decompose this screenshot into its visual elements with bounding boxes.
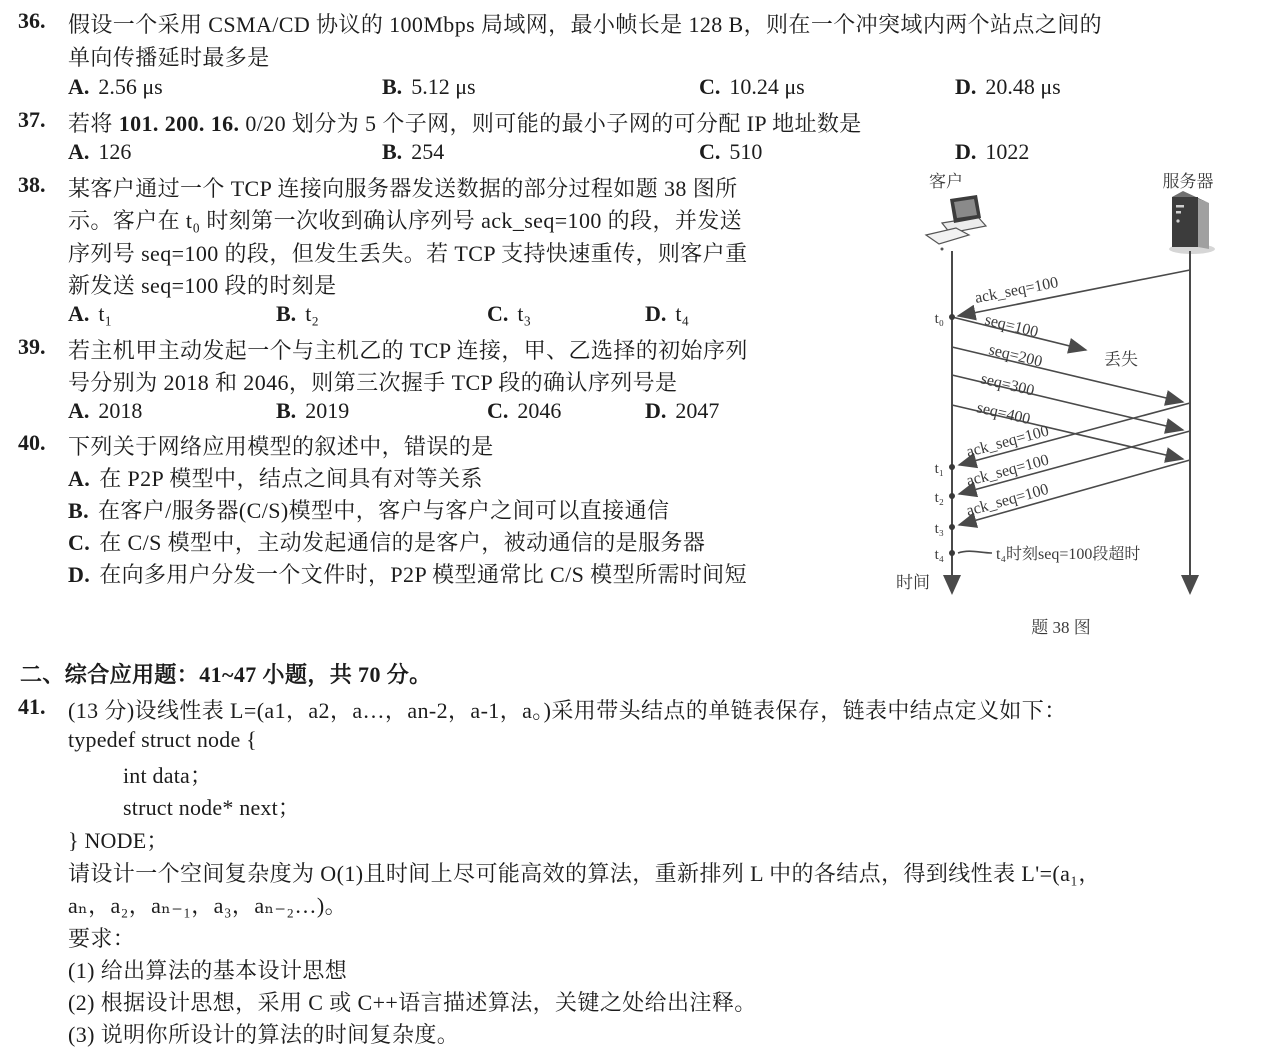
option-letter: A.	[68, 74, 90, 99]
q41-code-line1: typedef struct node {	[68, 727, 257, 752]
q41-code-line4: } NODE；	[68, 828, 169, 853]
t1-label: t₁	[934, 461, 944, 477]
q41-requirement-2: (2) 根据设计思想，采用 C 或 C++语言描述算法，关键之处给出注释。	[68, 990, 757, 1015]
q38-line1: 某客户通过一个 TCP 连接向服务器发送数据的部分过程如题 38 图所	[68, 176, 738, 201]
q37-text-post: 0/20 划分为 5 个子网，则可能的最小子网的可分配 IP 地址数是	[245, 111, 862, 136]
option-text: 5.12 μs	[411, 74, 476, 99]
option-text: 在客户/服务器(C/S)模型中，客户与客户之间可以直接通信	[97, 498, 670, 523]
option-text: t₁	[98, 301, 113, 326]
q37-option-c	[699, 139, 762, 165]
option-text: 2.56 μs	[98, 74, 163, 99]
timeout-label: t₄时刻seq=100段超时	[996, 546, 1141, 563]
timeout-callout-line	[958, 551, 992, 553]
q39-line1: 若主机甲主动发起一个与主机乙的 TCP 连接，甲、乙选择的初始序列	[68, 338, 748, 363]
option-text: 254	[411, 139, 445, 164]
q38-option-d	[645, 301, 689, 327]
q41-code-line3: struct node* next；	[123, 795, 301, 820]
q41-code-line2: int data；	[123, 763, 213, 788]
q36-option-b	[382, 74, 476, 100]
option-text: 在 P2P 模型中，结点之间具有对等关系	[99, 466, 483, 491]
t2-dot	[949, 493, 955, 499]
q40-number: 40.	[18, 430, 46, 455]
option-text: 126	[98, 139, 132, 164]
q39-number: 39.	[18, 334, 46, 359]
label-seq-100: seq=100	[983, 311, 1040, 342]
option-text: 20.48 μs	[985, 74, 1061, 99]
option-letter: D.	[955, 139, 977, 164]
tcp-sequence-diagram	[880, 165, 1274, 645]
label-ack-seq-100-dup3: ack_seq=100	[964, 480, 1051, 520]
q37-options	[68, 139, 1258, 167]
client-label: 客户	[929, 172, 963, 191]
section-header: 二、综合应用题：41~47 小题，共 70 分。	[20, 662, 432, 687]
option-text: 在向多用户分发一个文件时，P2P 模型通常比 C/S 模型所需时间短	[99, 562, 747, 587]
option-text: t₃	[517, 301, 532, 326]
option-text: t₄	[675, 301, 690, 326]
option-letter: B.	[68, 498, 89, 523]
option-text: 2018	[98, 398, 143, 423]
q39-option-d	[645, 398, 719, 424]
q36-option-d	[955, 74, 1061, 100]
option-text: 1022	[985, 139, 1030, 164]
q39-option-c	[487, 398, 561, 424]
option-letter: A.	[68, 398, 90, 423]
q40-option-a	[68, 462, 483, 493]
t0-label: t₀	[934, 311, 944, 327]
t4-dot	[949, 550, 955, 556]
option-letter: A.	[68, 466, 91, 491]
option-letter: D.	[645, 301, 667, 326]
q36-number: 36.	[18, 8, 46, 33]
option-letter: C.	[487, 301, 509, 326]
q37-option-a	[68, 139, 131, 165]
option-letter: C.	[68, 530, 91, 555]
q38-line3: 序列号 seq=100 的段，但发生丢失。若 TCP 支持快速重传，则客户重	[68, 241, 748, 266]
lost-label: 丢失	[1104, 350, 1138, 369]
q37-ip-bold: 101. 200. 16.	[118, 111, 246, 136]
t3-label: t₃	[934, 521, 944, 537]
option-letter: D.	[955, 74, 977, 99]
option-letter: C.	[699, 74, 721, 99]
q39-option-a	[68, 398, 142, 424]
server-tower-icon	[1169, 191, 1215, 254]
label-seq-200: seq=200	[987, 341, 1044, 371]
option-text: 2019	[305, 398, 350, 423]
q37-line1	[68, 107, 862, 138]
option-letter: B.	[382, 139, 403, 164]
t4-label: t₄	[934, 547, 944, 563]
q41-requirement-3: (3) 说明你所设计的算法的时间复杂度。	[68, 1022, 460, 1047]
q40-option-c	[68, 526, 705, 557]
label-seq-400: seq=400	[975, 399, 1032, 429]
q41-para2: aₙ，a₂，aₙ₋₁，a₃，aₙ₋₂…)。	[68, 893, 348, 918]
q41-requirement-1: (1) 给出算法的基本设计思想	[68, 958, 348, 983]
q41-number: 41.	[18, 694, 46, 719]
server-label: 服务器	[1162, 172, 1214, 191]
q40-line1: 下列关于网络应用模型的叙述中，错误的是	[68, 434, 494, 459]
option-letter: D.	[645, 398, 667, 423]
label-ack-seq-100-first: ack_seq=100	[973, 274, 1060, 307]
q39-line2: 号分别为 2018 和 2046，则第三次握手 TCP 段的确认序列号是	[68, 370, 678, 395]
q41-intro: (13 分)设线性表 L=(a1，a2，a…，an-2，a-1，a。)采用带头结点的单链表保存，链表中结点定义如下：	[68, 698, 1067, 723]
q41-para1: 请设计一个空间复杂度为 O(1)且时间上尽可能高效的算法，重新排列 L 中的各结点，得到线性表 L'=(a₁，	[68, 861, 1101, 886]
option-letter: C.	[487, 398, 509, 423]
q38-number: 38.	[18, 172, 46, 197]
q40-option-b	[68, 494, 669, 525]
t3-dot	[949, 524, 955, 530]
q36-option-c	[699, 74, 805, 100]
q37-option-b	[382, 139, 444, 165]
option-letter: B.	[382, 74, 403, 99]
time-axis-label: 时间	[896, 573, 930, 592]
option-text: 在 C/S 模型中，主动发起通信的是客户，被动通信的是服务器	[99, 530, 706, 555]
option-text: 510	[729, 139, 763, 164]
q36-line2: 单向传播延时最多是	[68, 45, 270, 70]
option-text: 2046	[517, 398, 562, 423]
q36-line1: 假设一个采用 CSMA/CD 协议的 100Mbps 局域网，最小帧长是 128 B，则在一个冲突域内两个站点之间的	[68, 12, 1103, 37]
q38-option-b	[276, 301, 319, 327]
option-text: 2047	[675, 398, 720, 423]
q41-requirements-label: 要求：	[68, 926, 136, 951]
label-ack-seq-100-dup1: ack_seq=100	[964, 422, 1051, 461]
q37-text-pre: 若将	[68, 111, 119, 136]
option-letter: C.	[699, 139, 721, 164]
option-letter: D.	[68, 562, 91, 587]
figure-caption: 题 38 图	[1031, 618, 1091, 637]
option-letter: A.	[68, 139, 90, 164]
q37-number: 37.	[18, 107, 46, 132]
q36-option-a	[68, 74, 163, 100]
client-computer-icon	[926, 195, 986, 251]
q38-option-a	[68, 301, 112, 327]
option-text: 10.24 μs	[729, 74, 805, 99]
option-letter: B.	[276, 301, 297, 326]
q38-option-c	[487, 301, 531, 327]
q38-line4: 新发送 seq=100 段的时刻是	[68, 273, 337, 298]
q40-option-d	[68, 558, 747, 589]
option-letter: A.	[68, 301, 90, 326]
option-letter: B.	[276, 398, 297, 423]
t1-dot	[949, 464, 955, 470]
server-time-arrowhead	[1181, 575, 1199, 595]
client-time-arrowhead	[943, 575, 961, 595]
q38-line2: 示。客户在 t₀ 时刻第一次收到确认序列号 ack_seq=100 的段，并发送	[68, 208, 743, 233]
t0-dot	[949, 314, 955, 320]
q36-options	[68, 74, 1258, 102]
t2-label: t₂	[934, 490, 944, 506]
q39-option-b	[276, 398, 349, 424]
option-text: t₂	[305, 301, 319, 326]
q37-option-d	[955, 139, 1029, 165]
label-ack-seq-100-dup2: ack_seq=100	[964, 451, 1051, 490]
label-seq-300: seq=300	[979, 370, 1036, 400]
